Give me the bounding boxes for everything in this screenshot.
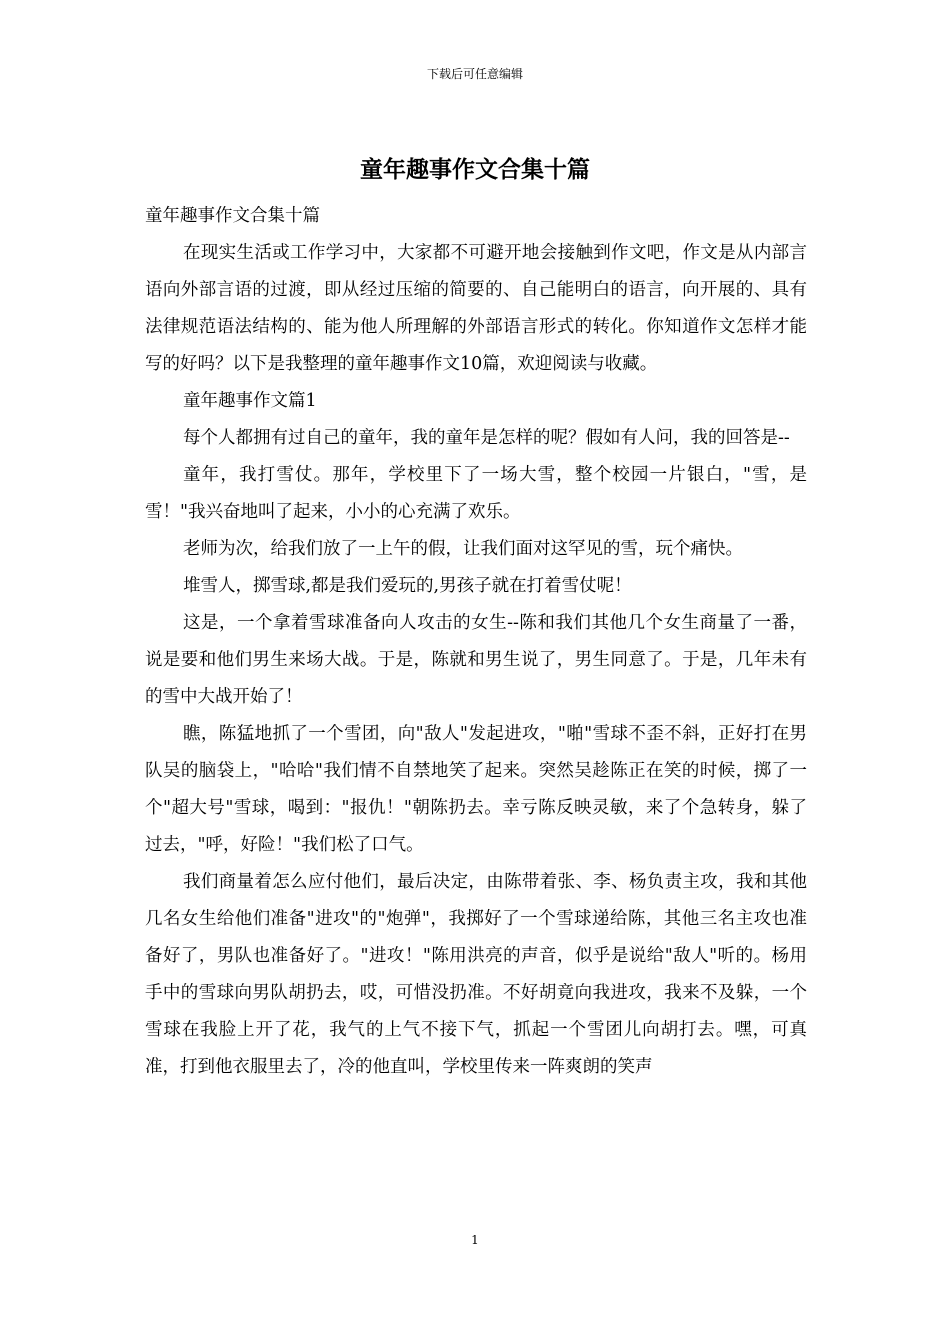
paragraph: 瞧，陈猛地抓了一个雪团，向"敌人"发起进攻，"啪"雪球不歪不斜，正好打在男队吴的脑袋上，"哈哈"我们情不自禁地笑了起来。突然吴趁陈正在笑的时候，掷了一个"超大号"雪球，喝到："报仇！"朝陈扔去。幸亏陈反映灵敏，来了个急转身，躲了过去，"呼，好险！"我们松了口气。 xyxy=(145,724,807,855)
document-title: 童年趣事作文合集十篇 xyxy=(360,156,590,183)
paragraph: 老师为次，给我们放了一上午的假，让我们面对这罕见的雪，玩个痛快。 xyxy=(183,539,743,559)
paragraph: 在现实生活或工作学习中，大家都不可避开地会接触到作文吧，作文是从内部言语向外部言语的过渡，即从经过压缩的简要的、自己能明白的语言，向开展的、具有法律规范语法结构的、能为他人所理解的外部语言形式的转化。你知道作文怎样才能写的好吗？以下是我整理的童年趣事作文10篇，欢迎阅读与收藏。 xyxy=(145,243,807,374)
page-number: 1 xyxy=(471,1233,479,1247)
page-header-note: 下载后可任意编辑 xyxy=(426,67,523,81)
paragraph: 童年，我打雪仗。那年，学校里下了一场大雪，整个校园一片银白，"雪，是雪！"我兴奋地叫了起来，小小的心充满了欢乐。 xyxy=(145,465,807,522)
paragraph: 堆雪人，掷雪球,都是我们爱玩的,男孩子就在打着雪仗呢！ xyxy=(183,576,632,596)
section-heading: 童年趣事作文篇1 xyxy=(183,391,317,411)
paragraph: 这是，一个拿着雪球准备向人攻击的女生--陈和我们其他几个女生商量了一番，说是要和他们男生来场大战。于是，陈就和男生说了，男生同意了。于是，几年未有的雪中大战开始了！ xyxy=(145,613,807,707)
paragraph: 童年趣事作文合集十篇 xyxy=(145,206,320,226)
paragraph: 每个人都拥有过自己的童年，我的童年是怎样的呢？假如有人问，我的回答是-- xyxy=(183,428,790,448)
document-body xyxy=(145,198,807,1086)
paragraph: 我们商量着怎么应付他们，最后决定，由陈带着张、李、杨负责主攻，我和其他几名女生给他们准备"进攻"的"炮弹"，我掷好了一个雪球递给陈，其他三名主攻也准备好了，男队也准备好了。"进攻！"陈用洪亮的声音，似乎是说给"敌人"听的。杨用手中的雪球向男队胡扔去，哎，可惜没扔准。不好胡竟向我进攻，我来不及躲，一个雪球在我脸上开了花，我气的上气不接下气，抓起一个雪团儿向胡打去。嘿，可真准，打到他衣服里去了，冷的他直叫，学校里传来一阵爽朗的笑声 xyxy=(145,872,807,1077)
